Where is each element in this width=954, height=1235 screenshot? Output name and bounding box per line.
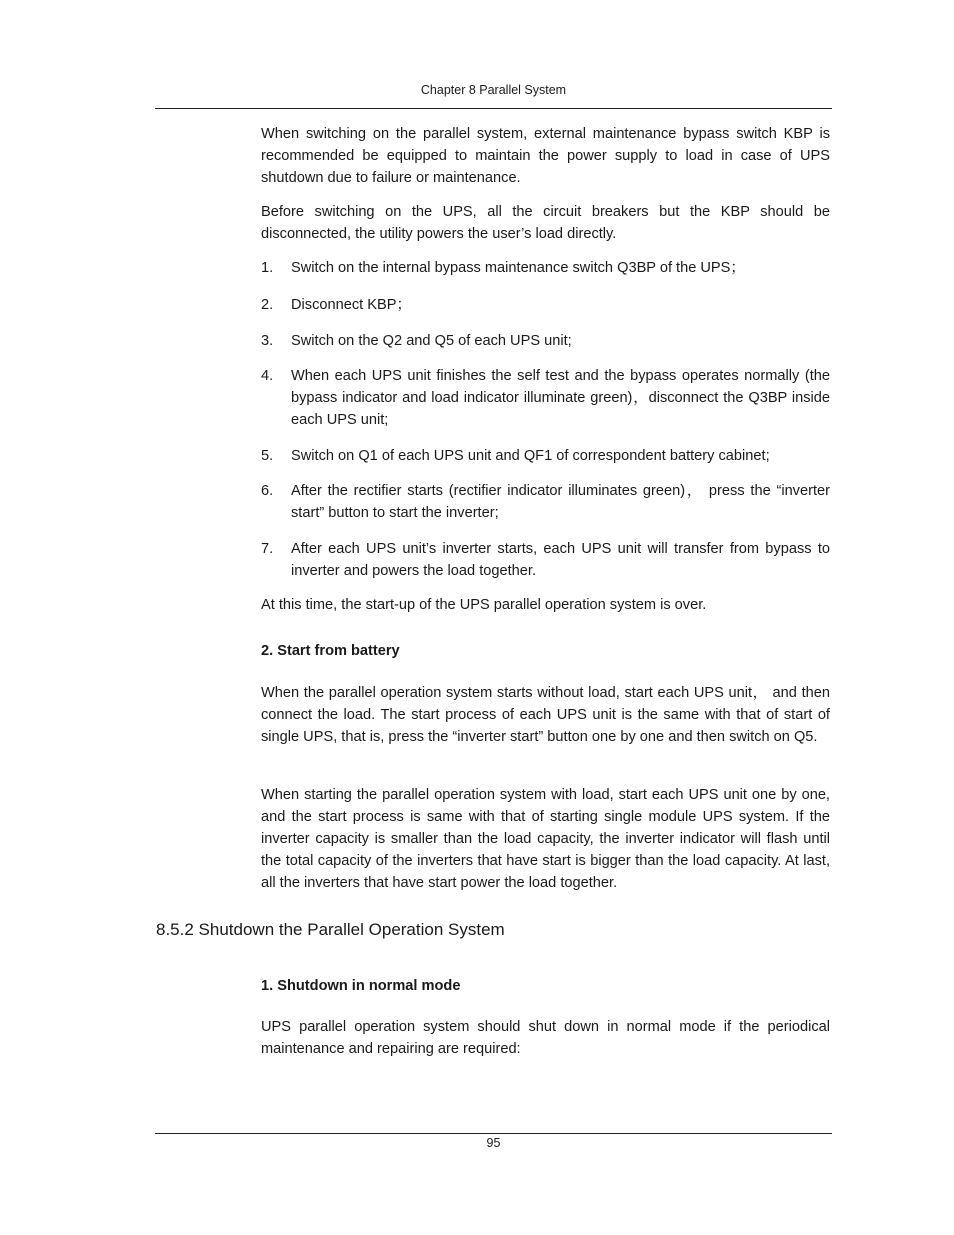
list-item: 7. After each UPS unit’s inverter starts, each UPS unit will transfer from bypass to inverter and powers the load together. (261, 541, 830, 579)
header-rule (155, 108, 832, 109)
intro-paragraph-1: When switching on the parallel system, external maintenance bypass switch KBP is recommended be equipped to maintain the power supply to load in case of UPS shutdown due to failure or maintenance. (261, 126, 830, 186)
battery-paragraph-2: When starting the parallel operation system with load, start each UPS unit one by one, and the start process is same with that of starting single module UPS system. If the inverter capacity is smaller than the load capacity, the inverter indicator will flash until the total capacity of the inverters that have start is bigger than the load capacity. At last, all the inverters that have start power the load together. (261, 787, 830, 891)
list-item: 2. Disconnect KBP； (261, 297, 412, 313)
battery-paragraph-1: When the parallel operation system starts without load, start each UPS unit， and then connect the load. The start process of each UPS unit is the same with that of start of single UPS, that is, press the “inverter start” button one by one and then switch on Q5. (261, 685, 830, 745)
startup-conclusion: At this time, the start-up of the UPS parallel operation system is over. (261, 597, 707, 613)
list-item: 4. When each UPS unit finishes the self test and the bypass operates normally (the bypass indicator and load indicator illuminate green)，disconnect the Q3BP inside each UPS unit; (261, 368, 830, 428)
list-item: 3. Switch on the Q2 and Q5 of each UPS unit; (261, 333, 572, 349)
list-item: 1. Switch on the internal bypass maintenance switch Q3BP of the UPS； (261, 260, 745, 276)
section-heading: 8.5.2 Shutdown the Parallel Operation System (156, 920, 505, 939)
list-item: 5. Switch on Q1 of each UPS unit and QF1 of correspondent battery cabinet; (261, 448, 770, 464)
chapter-title: Chapter 8 Parallel System (420, 83, 567, 97)
footer-rule (155, 1133, 832, 1134)
shutdown-paragraph: UPS parallel operation system should shut down in normal mode if the periodical maintenance and repairing are required: (261, 1019, 830, 1057)
page-number: 95 (486, 1136, 501, 1150)
list-item: 6. After the rectifier starts (rectifier indicator illuminates green)， press the “inverter start” button to start the inverter; (261, 483, 830, 521)
battery-start-heading: 2. Start from battery (261, 643, 400, 659)
intro-paragraph-2: Before switching on the UPS, all the circuit breakers but the KBP should be disconnected, the utility powers the user’s load directly. (261, 204, 830, 242)
shutdown-normal-heading: 1. Shutdown in normal mode (261, 978, 461, 994)
